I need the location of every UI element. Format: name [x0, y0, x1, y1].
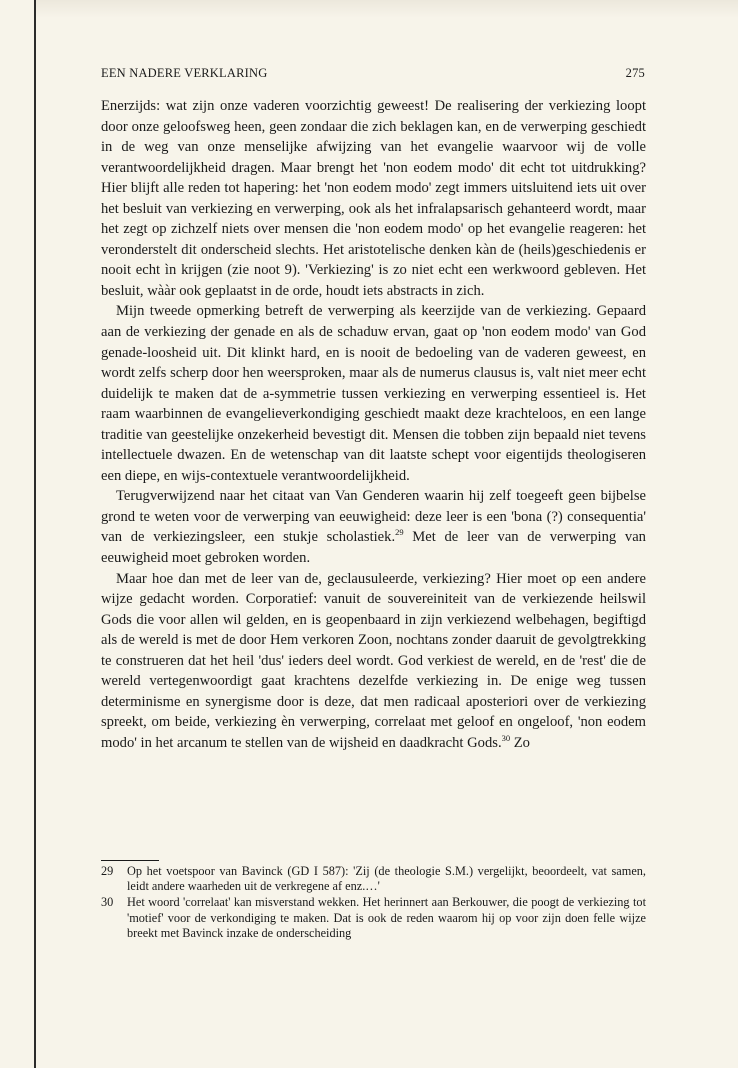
paragraph-4-text: Maar hoe dan met de leer van de, geclausuleerde, verkiezing? Hier moet op een andere wijze gedacht worden. Corporatief: vanuit de souvereiniteit van de verkiezende heilswil Gods die voor allen wil gelden, en is geopenbaard in zijn verkiezend welbehagen, begiftigd als de wereld is met de door Hem verkoren Zoon, nochtans zonder daaruit de gevolgtrekking te construeren dat het heil 'dus' ieders deel wordt. God verkiest de wereld, en de 'rest' die de wereld vertegenwoordigt gaat krachtens dezelfde verkiezing in. De enige weg tussen determinisme en synergisme door is deze, dat men radicaal aposteriori over de verkiezing spreekt, om beide, verkiezing èn verwerping, correlaat met geloof en ongeloof, 'non eodem modo' in het arcanum te stellen van de wijsheid en daadkracht Gods. [101, 570, 646, 751]
paragraph-2-text: Mijn tweede opmerking betreft de verwerping als keerzijde van de verkiezing. Gepaard aan de verkiezing der genade en als de schaduw ervan, gaat op 'non eodem modo' van God genade-loosheid uit. Dit klinkt hard, en is nooit de bedoeling van de vaderen geweest, en wordt zelfs scherp door hen weersproken, maar als de numerus clausus is, valt niet meer echt duidelijk te maken dat de a-symmetrie tussen verkiezing en verwerping essentieel is. Het raam waarbinnen de evangelieverkondiging geschiedt maakt deze krachteloos, en een lange traditie van geestelijke onzekerheid bevestigt dit. Mensen die tobben zijn bepaald niet tevens intellectuele dwazen. En de wetenschap van dit laatste schept voor eigentijds theologiseren een diepe, en wijs-contextuele verantwoordelijkheid. [101, 303, 646, 484]
footnote-ref-30[interactable]: 30 [501, 732, 511, 743]
paragraph-3-text-after: Met de leer van de verwerping van eeuwigheid moet gebroken worden. [101, 529, 646, 567]
paragraph-4-text-after: Zo [510, 734, 530, 751]
footnotes [101, 864, 646, 942]
paragraph-1-text: Enerzijds: wat zijn onze vaderen voorzichtig geweest! De realisering der verkiezing loopt door onze geloofsweg heen, geen zondaar die zich beklagen kan, en de verwerping geschiedt in de weg van onze menselijke afwijzing van het evangelie waarvoor wij de volle verantwoordelijkheid dragen. Maar brengt het 'non eodem modo' dit echt tot uitdrukking? Hier blijft alle reden tot hapering: het 'non eodem modo' zegt immers uitsluitend iets uit over het besluit van verkiezing en verwerping, ook als het infralapsarisch gehanteerd wordt, maar het zegt op zichzelf niets over mensen die 'non eodem modo' op het evangelie reageren: het veronderstelt dit onderscheid slechts. Het aristotelische denken kàn de (heils)geschiedenis er nooit echt ìn krijgen (zie noot 9). 'Verkiezing' is zo niet echt een werkwoord gebleven. Het besluit, wààr ook geplaatst in de orde, houdt iets abstracts in zich. [101, 98, 646, 299]
footnote-text: Op het voetspoor van Bavinck (GD I 587): 'Zij (de theologie S.M.) vergelijkt, beoordeelt, vat samen, leidt andere waarheden uit de verkregene af enz.…' [127, 864, 646, 894]
paragraph-3 [101, 486, 646, 568]
paragraph-3-text: Terugverwijzend naar het citaat van Van Genderen waarin hij zelf toegeeft geen bijbelse grond te weten voor de verwerping van eeuwigheid: deze leer is een 'bona (?) consequentia' van de verkiezingsleer, een stukje scholastiek. [101, 488, 646, 546]
scan-top-shadow [36, 0, 738, 18]
page-number: 275 [625, 66, 645, 80]
paragraph-1 [101, 96, 646, 301]
footnote-ref-29[interactable]: 29 [395, 527, 404, 538]
footnote-number: 30 [101, 895, 114, 910]
footnote-number: 29 [101, 864, 114, 878]
body-text [101, 96, 646, 754]
footnote-30 [101, 895, 646, 941]
paragraph-2 [101, 301, 646, 486]
page-spine-edge [34, 0, 36, 1068]
footnote-29 [101, 864, 646, 894]
running-header-title: EEN NADERE VERKLARING [101, 66, 268, 80]
footnote-separator [101, 860, 159, 861]
footnote-text: Het woord 'correlaat' kan misverstand wekken. Het herinnert aan Berkouwer, die poogt de verkiezing tot 'motief' voor de verkondiging te maken. Dat is ook de reden waarom hij op voor zijn doen felle wijze breekt met Bavinck inzake de onderscheiding [127, 895, 646, 940]
paragraph-4 [101, 569, 646, 754]
